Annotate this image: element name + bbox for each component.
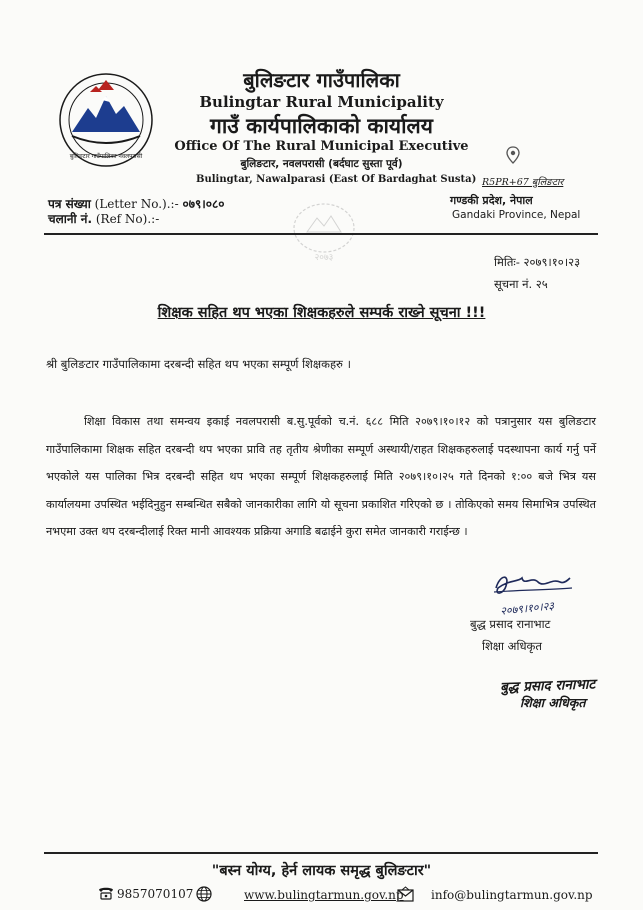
footer-website-link[interactable]: www.bulingtarmun.gov.np — [244, 888, 404, 902]
office-name-english: Office Of The Rural Municipal Executive — [174, 139, 469, 154]
footer-slogan: "बस्न योग्य, हेर्न लायक समृद्ध बुलिङटार" — [211, 863, 432, 879]
notice-salutation: श्री बुलिङटार गाउँपालिकामा दरबन्दी सहित थप भएका सम्पूर्ण शिक्षकहरु । — [46, 357, 351, 371]
footer-phone: 9857070107 — [117, 887, 194, 901]
phone-icon — [98, 886, 114, 900]
address-english: Bulingtar, Nawalparasi (East Of Bardaghat Susta) — [196, 174, 477, 185]
notice-number: सूचना नं. २५ — [494, 277, 548, 291]
letter-label-english: (Letter No.).:- — [94, 197, 179, 211]
ref-label-english: (Ref No).:- — [95, 212, 160, 226]
seal-title: शिक्षा अधिकृत — [520, 695, 586, 710]
province-english: Gandaki Province, Nepal — [452, 209, 581, 221]
office-name-nepali: गाउँ कार्यपालिकाको कार्यालय — [210, 114, 433, 138]
embossed-stamp-icon — [285, 198, 363, 264]
location-pin-icon — [506, 146, 520, 164]
letter-label-nepali: पत्र संख्या — [48, 197, 91, 211]
signer-name: बुद्ध प्रसाद रानाभाट — [470, 617, 551, 631]
municipality-name-english: Bulingtar Rural Municipality — [199, 93, 444, 111]
notice-date: मितिः- २०७९।१०।२३ — [494, 255, 581, 269]
header-divider — [44, 233, 598, 235]
province-nepali: गण्डकी प्रदेश, नेपाल — [450, 194, 533, 207]
signer-title: शिक्षा अधिकृत — [482, 639, 542, 653]
plus-code: R5PR+67 बुलिङटार — [482, 177, 564, 188]
email-icon — [397, 886, 414, 902]
globe-icon — [196, 886, 212, 902]
municipality-name-nepali: बुलिङटार गाउँपालिका — [243, 68, 400, 92]
notice-heading: शिक्षक सहित थप भएका शिक्षकहरुले सम्पर्क राख्ने सूचना !!! — [157, 305, 486, 321]
letter-value: ०७९।०८० — [182, 197, 225, 211]
svg-text:बुलिङटार गाउँपालिका नवलपरासी: बुलिङटार गाउँपालिका नवलपरासी — [69, 153, 143, 160]
ref-label-nepali: चलानी नं. — [48, 212, 93, 226]
seal-name: बुद्ध प्रसाद रानाभाट — [499, 676, 596, 696]
address-nepali: बुलिङटार, नवलपरासी (बर्दघाट सुस्ता पूर्व) — [240, 158, 403, 170]
footer-email-link[interactable]: info@bulingtarmun.gov.np — [431, 888, 593, 902]
svg-text:२०७९।१०।२३: २०७९।१०।२३ — [499, 599, 555, 618]
svg-text:२०७३: २०७३ — [314, 253, 334, 263]
handwritten-signature-icon — [488, 568, 574, 618]
footer-divider — [44, 852, 598, 854]
ref-number — [48, 210, 159, 227]
notice-body: शिक्षा विकास तथा समन्वय इकाई नवलपरासी ब.सु.पूर्वको च.नं. ६८८ मिति २०७९।१०।१२ को पत्रानुसार यस बुलिङटार गाउँपालिकामा शिक्षक सहित दरबन्दी थप भएका प्रावि तह तृतीय श्रेणीका सम्पूर्ण अस्थायी/राहत शिक्षकहरुलाई पदस्थापना कार्य गर्नु पर्ने भएकोले यस पालिका भित्र दरबन्दी सहित थप भएका सम्पूर्ण शिक्षकहरुलाई मिति २०७९।१०।२५ गते दिनको १:०० बजे भित्र यस कार्यालयमा उपस्थित भईदिनुहुन सम्बन्धित सबैको जानकारीका लागि यो सूचना प्रकाशित गरिएको छ । तोकिएको समय सिमाभित्र उपस्थित नभएमा उक्त थप दरबन्दीलाई रिक्त मानी आवश्यक प्रक्रिया अगाडि बढाईने कुरा समेत जानकारी गराईन्छ । — [46, 415, 596, 538]
